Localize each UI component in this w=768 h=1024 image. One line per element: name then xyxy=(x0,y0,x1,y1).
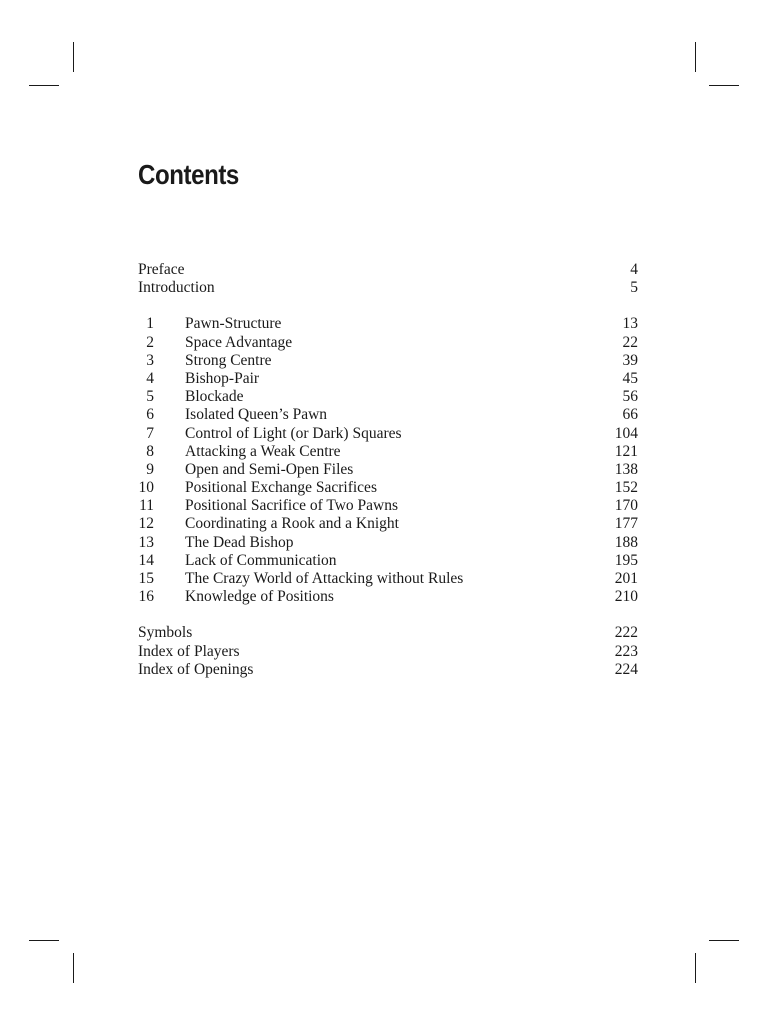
toc-chapter-11 xyxy=(138,497,638,515)
toc-entry-page: 224 xyxy=(614,660,638,678)
chapter-page: 22 xyxy=(622,333,638,351)
toc-entry-label: Index of Openings xyxy=(138,660,254,678)
toc-entry-label: Introduction xyxy=(138,279,215,297)
chapter-number: 11 xyxy=(139,497,154,515)
chapter-page: 121 xyxy=(614,442,638,460)
chapter-number: 16 xyxy=(138,588,154,606)
crop-mark-top-left-vertical xyxy=(73,42,74,72)
toc-chapter-13 xyxy=(138,534,638,552)
toc-chapter-10 xyxy=(138,479,638,497)
chapter-title: The Crazy World of Attacking without Rules xyxy=(185,570,464,587)
chapter-page: 138 xyxy=(614,460,638,478)
toc-chapter-7 xyxy=(138,425,638,443)
chapter-title: Lack of Communication xyxy=(185,551,337,569)
toc-chapter-16 xyxy=(138,588,638,606)
toc-entry-page: 5 xyxy=(630,279,638,297)
chapter-number: 4 xyxy=(146,369,154,387)
chapter-title: Control of Light (or Dark) Squares xyxy=(185,424,402,442)
toc-chapter-1 xyxy=(138,315,638,333)
toc-chapter-12 xyxy=(138,515,638,533)
toc-entry-preface xyxy=(138,261,638,279)
chapter-number: 3 xyxy=(146,351,154,369)
chapter-title: Strong Centre xyxy=(185,351,272,369)
chapter-title: Knowledge of Positions xyxy=(185,588,334,606)
crop-mark-top-left-horizontal xyxy=(29,85,59,86)
chapter-title: Isolated Queen’s Pawn xyxy=(185,406,328,424)
chapter-page: 152 xyxy=(614,479,638,497)
chapter-number: 10 xyxy=(138,479,154,497)
section-spacer xyxy=(138,606,638,624)
toc-entry-page: 223 xyxy=(614,642,638,660)
toc-entry-page: 222 xyxy=(614,624,638,642)
toc-entry-index-of-openings xyxy=(138,661,638,679)
chapter-page: 177 xyxy=(614,515,638,533)
chapter-title: Bishop-Pair xyxy=(185,369,260,387)
section-spacer xyxy=(138,297,638,315)
chapter-number: 15 xyxy=(138,570,154,587)
chapter-number: 5 xyxy=(146,388,154,406)
crop-mark-top-right-horizontal xyxy=(709,85,739,86)
chapter-number: 1 xyxy=(146,315,154,333)
chapter-page: 210 xyxy=(614,588,638,606)
chapter-page: 201 xyxy=(614,570,638,587)
toc-entry-index-of-players xyxy=(138,643,638,661)
chapter-number: 7 xyxy=(146,424,154,442)
toc-entry-label: Symbols xyxy=(138,624,193,642)
chapter-page: 45 xyxy=(622,369,638,387)
table-of-contents xyxy=(138,261,638,679)
chapter-number: 13 xyxy=(138,533,154,551)
chapter-title: Attacking a Weak Centre xyxy=(185,442,341,460)
toc-entry-label: Index of Players xyxy=(138,642,240,660)
toc-entry-introduction xyxy=(138,279,638,297)
toc-chapter-3 xyxy=(138,352,638,370)
page-title: Contents xyxy=(138,159,239,190)
chapter-page: 188 xyxy=(614,533,638,551)
chapter-page: 56 xyxy=(622,388,638,406)
chapter-page: 104 xyxy=(614,424,638,442)
toc-entry-page: 4 xyxy=(630,261,638,278)
chapter-number: 8 xyxy=(146,442,154,460)
toc-entry-label: Preface xyxy=(138,261,185,278)
toc-chapter-8 xyxy=(138,443,638,461)
chapter-page: 170 xyxy=(614,497,638,515)
chapter-number: 2 xyxy=(146,333,154,351)
chapter-title: Blockade xyxy=(185,388,244,406)
crop-mark-bottom-left-vertical xyxy=(73,953,74,983)
toc-chapter-5 xyxy=(138,388,638,406)
crop-mark-bottom-right-horizontal xyxy=(709,940,739,941)
chapter-title: Pawn-Structure xyxy=(185,315,282,333)
chapter-title: Open and Semi-Open Files xyxy=(185,460,354,478)
chapter-title: Positional Sacrifice of Two Pawns xyxy=(185,497,399,515)
chapter-number: 9 xyxy=(146,460,154,478)
chapter-title: Space Advantage xyxy=(185,333,293,351)
crop-mark-top-right-vertical xyxy=(695,42,696,72)
chapter-title: Positional Exchange Sacrifices xyxy=(185,479,377,497)
chapter-title: Coordinating a Rook and a Knight xyxy=(185,515,399,533)
crop-mark-bottom-right-vertical xyxy=(695,953,696,983)
chapter-number: 14 xyxy=(138,551,154,569)
toc-entry-symbols xyxy=(138,624,638,642)
toc-chapter-9 xyxy=(138,461,638,479)
chapter-number: 6 xyxy=(146,406,154,424)
chapter-title: The Dead Bishop xyxy=(185,533,294,551)
chapter-page: 13 xyxy=(622,315,638,333)
chapter-number: 12 xyxy=(138,515,154,533)
chapter-page: 195 xyxy=(614,551,638,569)
toc-chapter-6 xyxy=(138,406,638,424)
toc-chapter-2 xyxy=(138,334,638,352)
toc-chapter-15 xyxy=(138,570,638,588)
toc-chapter-14 xyxy=(138,552,638,570)
crop-mark-bottom-left-horizontal xyxy=(29,940,59,941)
chapter-page: 66 xyxy=(622,406,638,424)
chapter-page: 39 xyxy=(622,351,638,369)
toc-chapter-4 xyxy=(138,370,638,388)
